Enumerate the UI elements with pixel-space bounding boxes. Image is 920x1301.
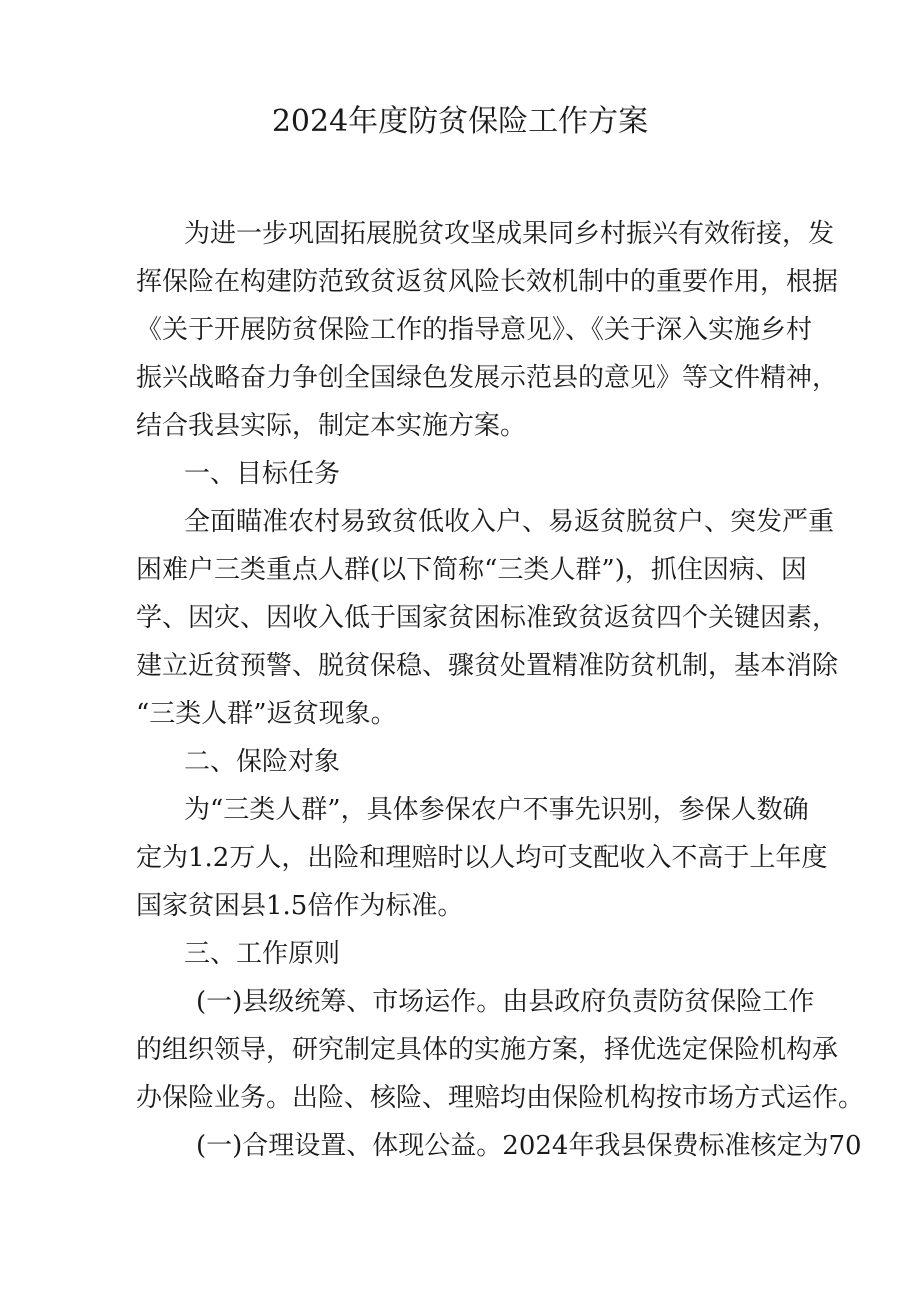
paragraph-line: 国家贫困县1.5倍作为标准。 bbox=[136, 891, 464, 921]
paragraph-line: 学、因灾、因收入低于国家贫困标准致贫返贫四个关键因素， bbox=[136, 603, 839, 633]
paragraph-line: 为进一步巩固拓展脱贫攻坚成果同乡村振兴有效衔接，发 bbox=[184, 219, 835, 249]
paragraph-line: 挥保险在构建防范致贫返贫风险长效机制中的重要作用，根据 bbox=[136, 267, 839, 297]
section-heading: 一、目标任务 bbox=[184, 459, 341, 489]
section-heading: 三、工作原则 bbox=[184, 939, 341, 969]
paragraph-line: 困难户三类重点人群(以下简称“三类人群”)，抓住因病、因 bbox=[136, 555, 807, 585]
paragraph-line: 《关于开展防贫保险工作的指导意见》、《关于深入实施乡村 bbox=[136, 315, 813, 345]
paragraph-line: 振兴战略奋力争创全国绿色发展示范县的意见》等文件精神， bbox=[136, 363, 839, 393]
paragraph-line: 办保险业务。出险、核险、理赔均由保险机构按市场方式运作。 bbox=[136, 1083, 865, 1113]
paragraph-line: (一)县级统筹、市场运作。由县政府负责防贫保险工作 bbox=[196, 987, 815, 1017]
paragraph-line: 建立近贫预警、脱贫保稳、骤贫处置精准防贫机制，基本消除 bbox=[136, 651, 839, 681]
paragraph-line: “三类人群”返贫现象。 bbox=[136, 699, 397, 729]
paragraph-line: 定为1.2万人，出险和理赔时以人均可支配收入不高于上年度 bbox=[136, 843, 828, 873]
document-title: 2024年度防贫保险工作方案 bbox=[271, 104, 649, 139]
paragraph-line: 全面瞄准农村易致贫低收入户、易返贫脱贫户、突发严重 bbox=[184, 507, 835, 537]
paragraph-line: 为“三类人群”，具体参保农户不事先识别，参保人数确 bbox=[184, 795, 809, 825]
paragraph-line: (一)合理设置、体现公益。2024年我县保费标准核定为70 bbox=[196, 1131, 862, 1161]
section-heading: 二、保险对象 bbox=[184, 747, 341, 777]
paragraph-line: 的组织领导，研究制定具体的实施方案，择优选定保险机构承 bbox=[136, 1035, 839, 1065]
paragraph-line: 结合我县实际，制定本实施方案。 bbox=[136, 411, 527, 441]
